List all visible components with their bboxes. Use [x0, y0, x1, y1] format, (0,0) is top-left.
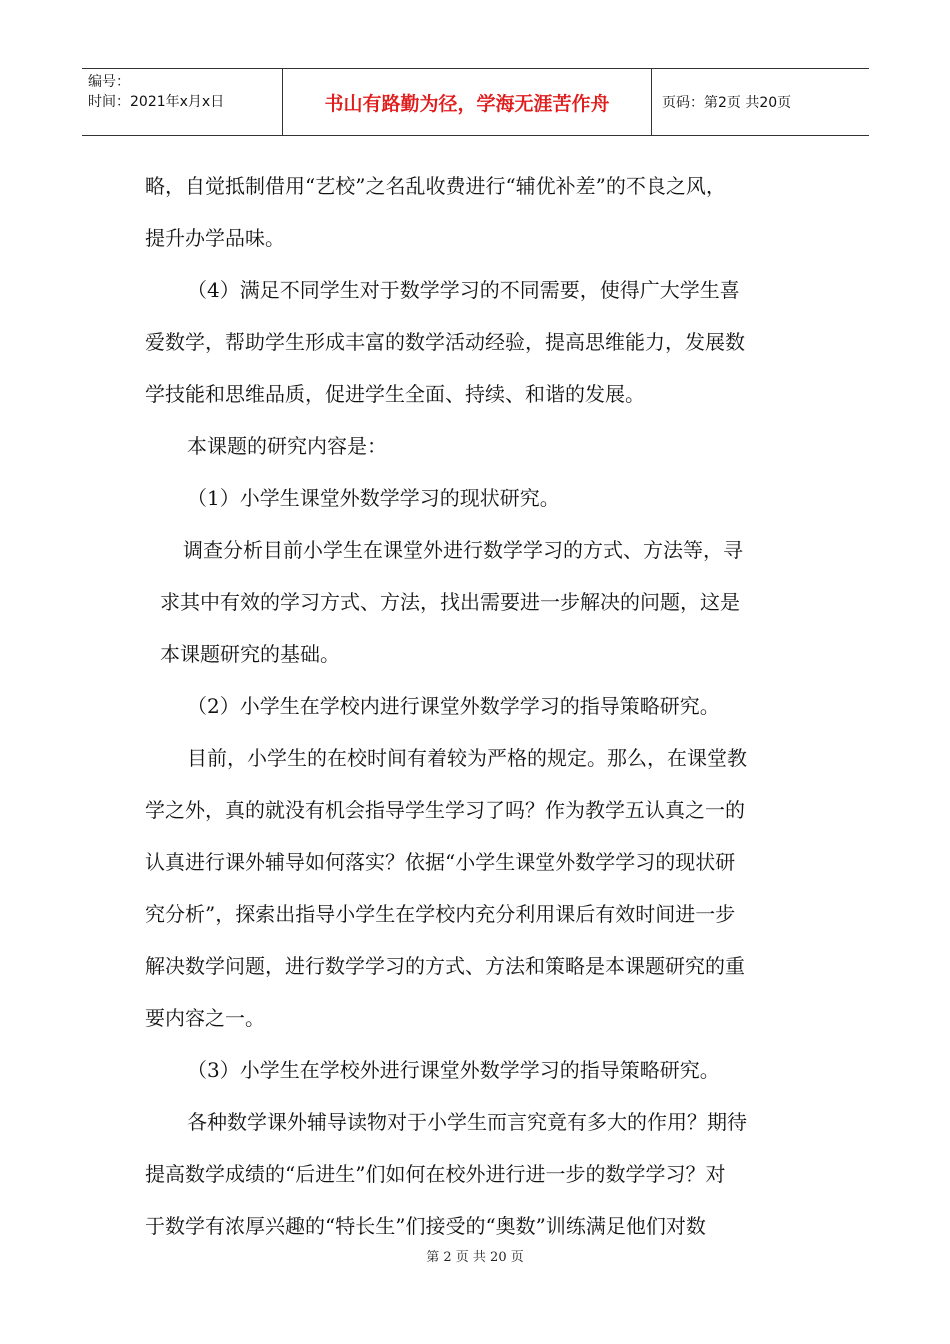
text-line: 提高数学成绩的“后进生”们如何在校外进行进一步的数学学习？对: [145, 1162, 726, 1186]
text-line: 学之外，真的就没有机会指导学生学习了吗？作为教学五认真之一的: [145, 798, 745, 822]
document-date: 时间：2021年x月x日: [88, 94, 225, 110]
document-number: 编号：: [88, 74, 130, 90]
header-page-info: 页码：第2页 共20页: [662, 95, 792, 111]
text-line: 本课题研究的基础。: [160, 642, 340, 666]
text-line: 求其中有效的学习方式、方法，找出需要进一步解决的问题，这是: [160, 590, 740, 614]
page-footer: 第 2 页 共 20 页: [426, 1250, 524, 1265]
text-line: 学技能和思维品质，促进学生全面、持续、和谐的发展。: [145, 382, 645, 406]
text-line: （4）满足不同学生对于数学学习的不同需要，使得广大学生喜: [187, 278, 740, 302]
text-line: 要内容之一。: [145, 1006, 265, 1030]
text-line: 爱数学，帮助学生形成丰富的数学活动经验，提高思维能力，发展数: [145, 330, 745, 354]
text-line: 目前，小学生的在校时间有着较为严格的规定。那么，在课堂教: [187, 746, 747, 770]
text-line: 各种数学课外辅导读物对于小学生而言究竟有多大的作用？期待: [187, 1110, 747, 1134]
text-line: 于数学有浓厚兴趣的“特长生”们接受的“奥数”训练满足他们对数: [145, 1214, 706, 1238]
document-body: [145, 160, 825, 1252]
header-meta: [82, 69, 282, 135]
text-line: 究分析”，探索出指导小学生在学校内充分利用课后有效时间进一步: [145, 902, 736, 926]
text-line: 提升办学品味。: [145, 226, 285, 250]
text-line: （3）小学生在学校外进行课堂外数学学习的指导策略研究。: [187, 1058, 720, 1082]
text-line: 解决数学问题，进行数学学习的方式、方法和策略是本课题研究的重: [145, 954, 745, 978]
text-line: 调查分析目前小学生在课堂外进行数学学习的方式、方法等，寻: [183, 538, 743, 562]
text-line: 略，自觉抵制借用“艺校”之名乱收费进行“辅优补差”的不良之风，: [145, 174, 726, 198]
header-motto: 书山有路勤为径，学海无涯苦作舟: [282, 69, 652, 135]
text-line: （1）小学生课堂外数学学习的现状研究。: [187, 486, 560, 510]
text-line: （2）小学生在学校内进行课堂外数学学习的指导策略研究。: [187, 694, 720, 718]
section-heading: 本课题的研究内容是：: [187, 434, 387, 458]
text-line: 认真进行课外辅导如何落实？依据“小学生课堂外数学学习的现状研: [145, 850, 736, 874]
page-header: [82, 68, 869, 136]
